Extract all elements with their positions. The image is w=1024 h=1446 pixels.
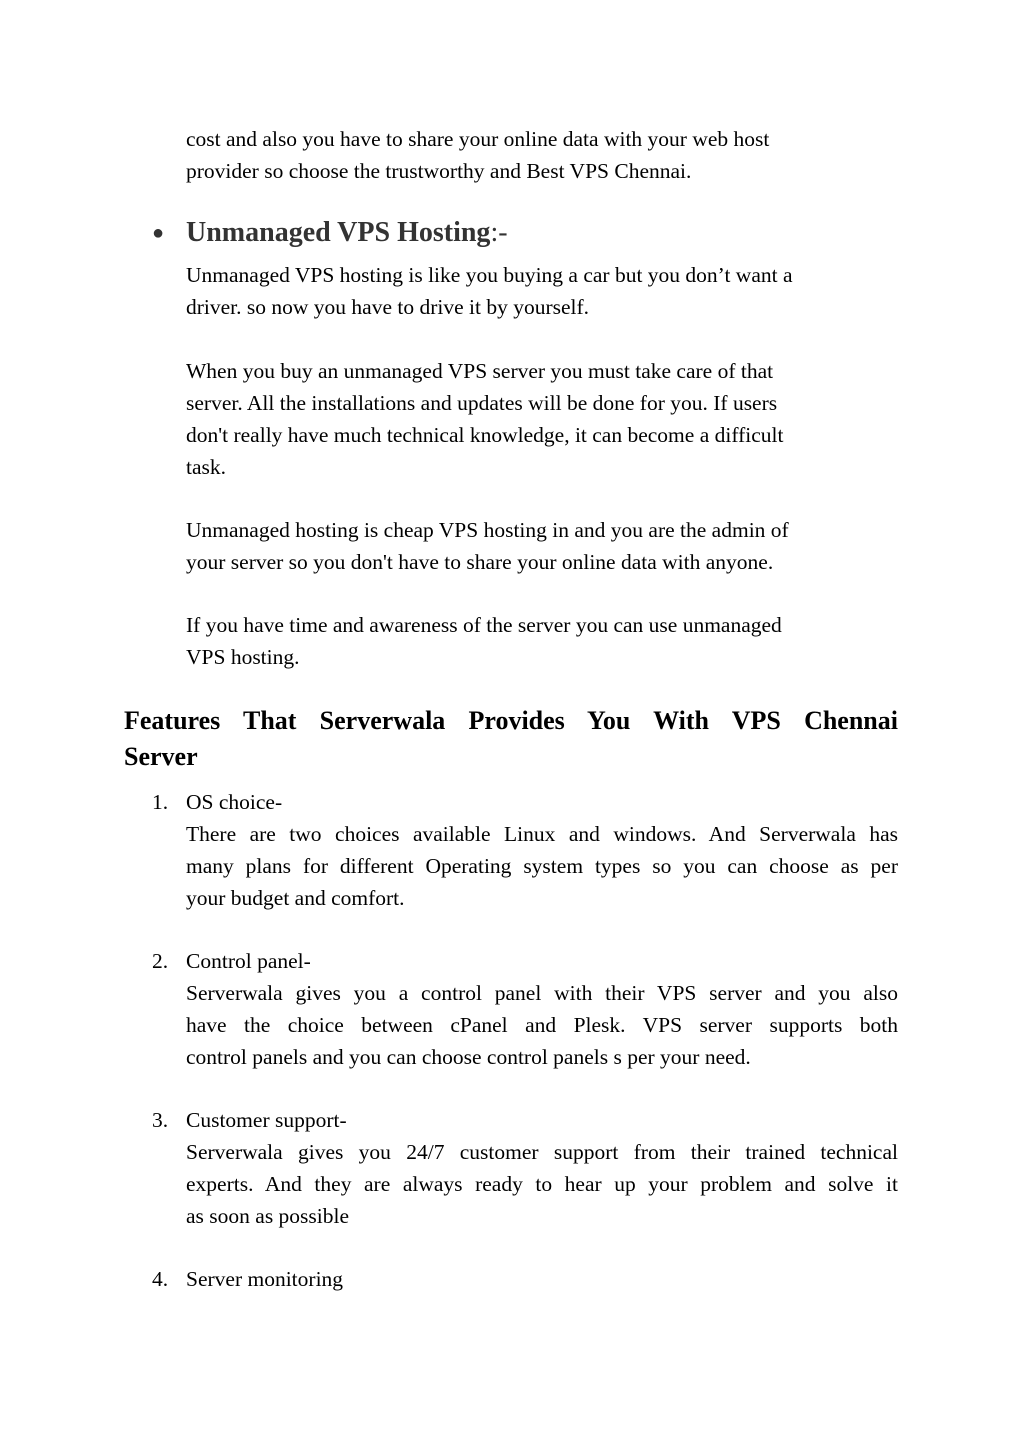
unmanaged-paragraph-2 bbox=[186, 355, 898, 483]
paragraph-line: There are two choices available Linux and windows. And Serverwala has bbox=[186, 822, 898, 846]
paragraph-line: many plans for different Operating system types so you can choose as per bbox=[186, 854, 898, 878]
list-item-title: Control panel- bbox=[186, 949, 311, 973]
unmanaged-heading-suffix: :- bbox=[490, 217, 508, 248]
list-item-number: 4. bbox=[152, 1267, 169, 1291]
paragraph-line: your budget and comfort. bbox=[186, 886, 405, 910]
paragraph-line: task. bbox=[186, 455, 227, 479]
bullet-icon: ● bbox=[152, 222, 165, 244]
paragraph-line: Unmanaged hosting is cheap VPS hosting in and you are the admin of bbox=[186, 518, 789, 542]
intro-line: cost and also you have to share your online data with your web host bbox=[186, 127, 770, 151]
list-item-body bbox=[186, 977, 898, 1073]
paragraph-line: driver. so now you have to drive it by yourself. bbox=[186, 295, 590, 319]
list-item-title: Server monitoring bbox=[186, 1267, 344, 1291]
paragraph-line: your server so you don't have to share your online data with anyone. bbox=[186, 550, 774, 574]
paragraph-line: as soon as possible bbox=[186, 1204, 350, 1228]
paragraph-line: don't really have much technical knowledge, it can become a difficult bbox=[186, 423, 784, 447]
paragraph-line: When you buy an unmanaged VPS server you must take care of that bbox=[186, 359, 774, 383]
unmanaged-heading-title: Unmanaged VPS Hosting bbox=[186, 217, 491, 248]
features-heading-line: Server bbox=[124, 742, 198, 771]
paragraph-line: If you have time and awareness of the server you can use unmanaged bbox=[186, 613, 782, 637]
unmanaged-paragraph-1 bbox=[186, 259, 898, 323]
features-heading bbox=[124, 703, 898, 775]
list-item-title: OS choice- bbox=[186, 790, 283, 814]
list-item-number: 1. bbox=[152, 790, 169, 814]
intro-paragraph bbox=[186, 123, 898, 187]
list-item-body bbox=[186, 818, 898, 914]
list-item-body bbox=[186, 1136, 898, 1232]
list-item-number: 2. bbox=[152, 949, 169, 973]
paragraph-line: Unmanaged VPS hosting is like you buying a car but you don’t want a bbox=[186, 263, 793, 287]
paragraph-line: Serverwala gives you 24/7 customer support from their trained technical bbox=[186, 1140, 898, 1164]
unmanaged-paragraph-4 bbox=[186, 609, 898, 673]
unmanaged-paragraph-3 bbox=[186, 514, 898, 578]
paragraph-line: experts. And they are always ready to hear up your problem and solve it bbox=[186, 1172, 898, 1196]
paragraph-line: control panels and you can choose control panels s per your need. bbox=[186, 1045, 751, 1069]
paragraph-line: have the choice between cPanel and Plesk. VPS server supports both bbox=[186, 1013, 898, 1037]
unmanaged-heading bbox=[186, 214, 508, 252]
paragraph-line: VPS hosting. bbox=[186, 645, 300, 669]
list-item-title: Customer support- bbox=[186, 1108, 347, 1132]
list-item-number: 3. bbox=[152, 1108, 169, 1132]
features-heading-line: Features That Serverwala Provides You With VPS Chennai bbox=[124, 706, 898, 735]
intro-line: provider so choose the trustworthy and Best VPS Chennai. bbox=[186, 159, 692, 183]
paragraph-line: server. All the installations and updates will be done for you. If users bbox=[186, 391, 778, 415]
paragraph-line: Serverwala gives you a control panel with their VPS server and you also bbox=[186, 981, 898, 1005]
